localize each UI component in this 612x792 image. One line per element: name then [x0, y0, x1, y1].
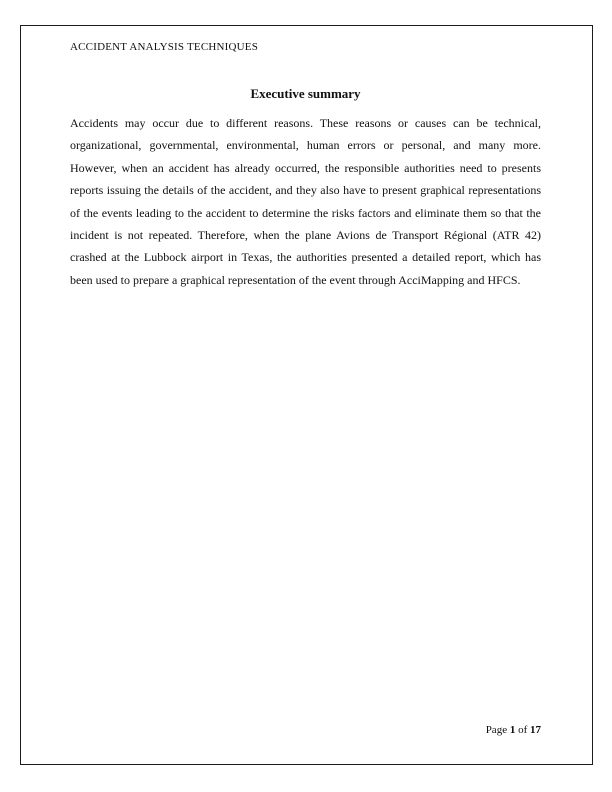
- body-paragraph: Accidents may occur due to different reasons. These reasons or causes can be technical, organizational, governmental, environmental, human errors or personal, and many more. However, when an accident has already occurred, the responsible authorities need to presents reports issuing the details of the accident, and they also have to present graphical representations of the events leading to the accident to determine the risks factors and eliminate them so that the incident is not repeated. Therefore, when the plane Avions de Transport Régional (ATR 42) crashed at the Lubbock airport in Texas, the authorities presented a detailed report, which has been used to prepare a graphical representation of the event through AcciMapping and HFCS.: [70, 116, 541, 287]
- page-number-current: 1: [509, 724, 516, 736]
- page-number-separator: of: [518, 724, 528, 736]
- page-number-label: Page: [485, 724, 508, 736]
- page-number-footer: [486, 724, 541, 736]
- section-title: Executive summary: [250, 86, 361, 101]
- page-number-total: 17: [530, 724, 541, 736]
- running-header: ACCIDENT ANALYSIS TECHNIQUES: [70, 41, 259, 53]
